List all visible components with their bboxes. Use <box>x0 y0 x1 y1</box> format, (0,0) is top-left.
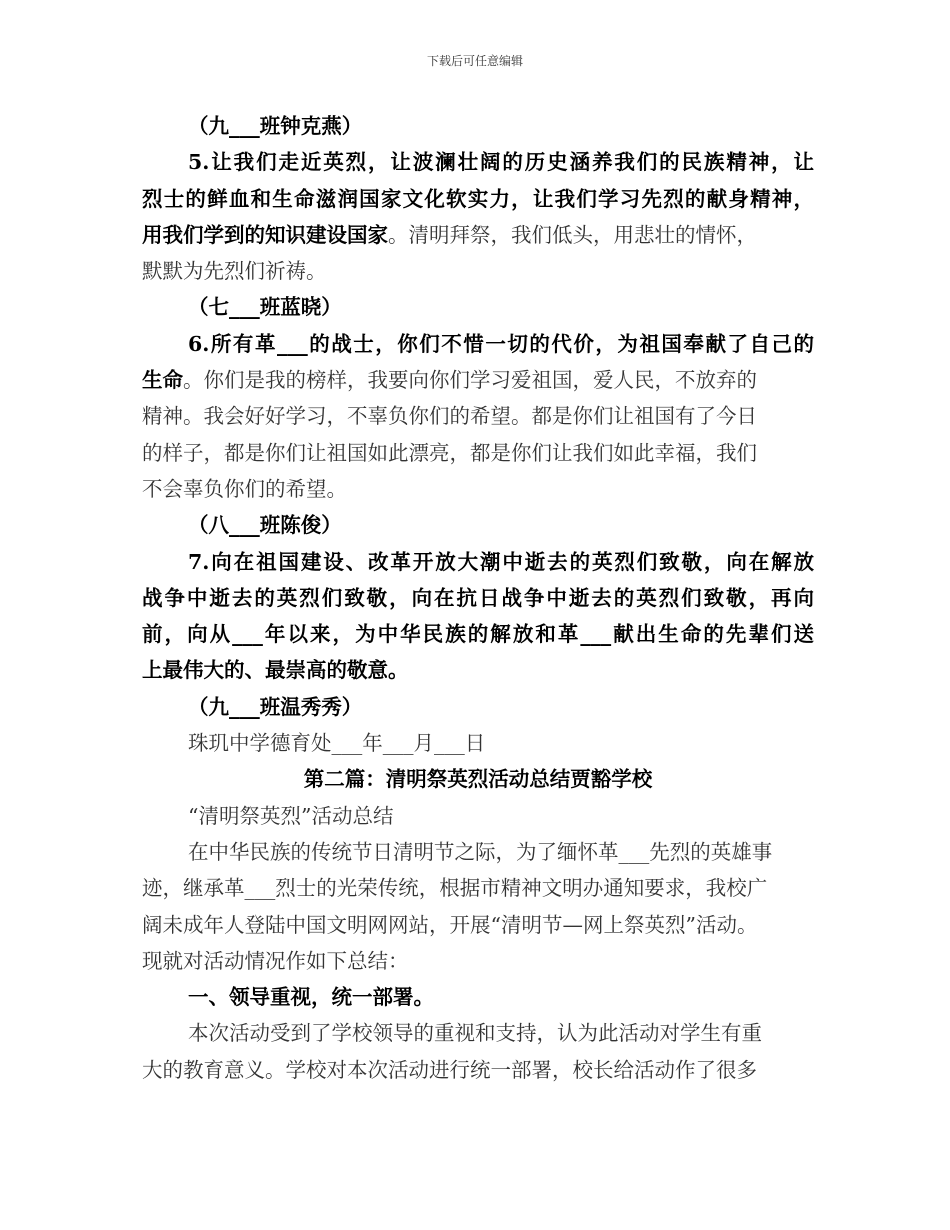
text-line: 本次活动受到了学校领导的重视和支持，认为此活动对学生有重 <box>188 1021 762 1046</box>
text-line: 一、领导重视，统一部署。 <box>188 985 434 1010</box>
text-line: 迹，继承革___烈士的光荣传统，根据市精神文明办通知要求，我校广 <box>142 876 768 901</box>
text-line: 6.所有革___的战士，你们不惜一切的代价，为祖国奉献了自己的 <box>188 331 814 356</box>
text-line: 默默为先烈们祈祷。 <box>142 259 327 284</box>
text-line: 第二篇：清明祭英烈活动总结贾豁学校 <box>303 767 653 792</box>
text-line <box>142 362 814 398</box>
document-body <box>142 108 814 1088</box>
text-segment: 用我们学到的知识建设国家 <box>142 222 388 247</box>
text-line: 上最伟大的、最崇高的敬意。 <box>142 658 409 683</box>
text-line: 7.向在祖国建设、改革开放大潮中逝去的英烈们致敬，向在解放 <box>188 549 814 574</box>
text-line: （九___班温秀秀） <box>188 694 363 719</box>
text-line: 精神。我会好好学习，不辜负你们的希望。都是你们让祖国有了今日 <box>142 404 757 429</box>
text-line: 不会辜负你们的希望。 <box>142 476 347 501</box>
text-segment: 。你们是我的榜样，我要向你们学习爱祖国，爱人民，不放弃的 <box>183 368 757 393</box>
text-line: 现就对活动情况作如下总结： <box>142 948 409 973</box>
page-header: 下载后可任意编辑 <box>426 54 523 68</box>
text-line: 战争中逝去的英烈们致敬，向在抗日战争中逝去的英烈们致敬，再向 <box>142 585 814 610</box>
text-line: “清明祭英烈”活动总结 <box>188 803 394 828</box>
text-line <box>142 217 814 253</box>
text-line: 在中华民族的传统节日清明节之际，为了缅怀革___先烈的英雄事 <box>188 839 773 864</box>
text-line: 5.让我们走近英烈，让波澜壮阔的历史涵养我们的民族精神，让 <box>188 150 814 175</box>
text-line: 阔未成年人登陆中国文明网网站，开展“清明节—网上祭英烈”活动。 <box>142 912 758 937</box>
text-segment: 生命 <box>142 368 183 393</box>
text-segment: 。清明拜祭，我们低头，用悲壮的情怀， <box>388 222 757 247</box>
text-line: 珠玑中学德育处___年___月___日 <box>188 731 486 756</box>
text-line: （九___班钟克燕） <box>188 114 363 138</box>
text-line: （七___班蓝晓） <box>188 295 342 320</box>
text-line: 前，向从___年以来，为中华民族的解放和革___献出生命的先辈们送 <box>142 622 814 647</box>
text-line: 大的教育意义。学校对本次活动进行统一部署，校长给活动作了很多 <box>142 1057 757 1082</box>
text-line: 烈士的鲜血和生命滋润国家文化软实力，让我们学习先烈的献身精神， <box>142 186 814 211</box>
text-line: 的样子，都是你们让祖国如此漂亮，都是你们让我们如此幸福，我们 <box>142 440 757 465</box>
text-line: （八___班陈俊） <box>188 513 342 538</box>
